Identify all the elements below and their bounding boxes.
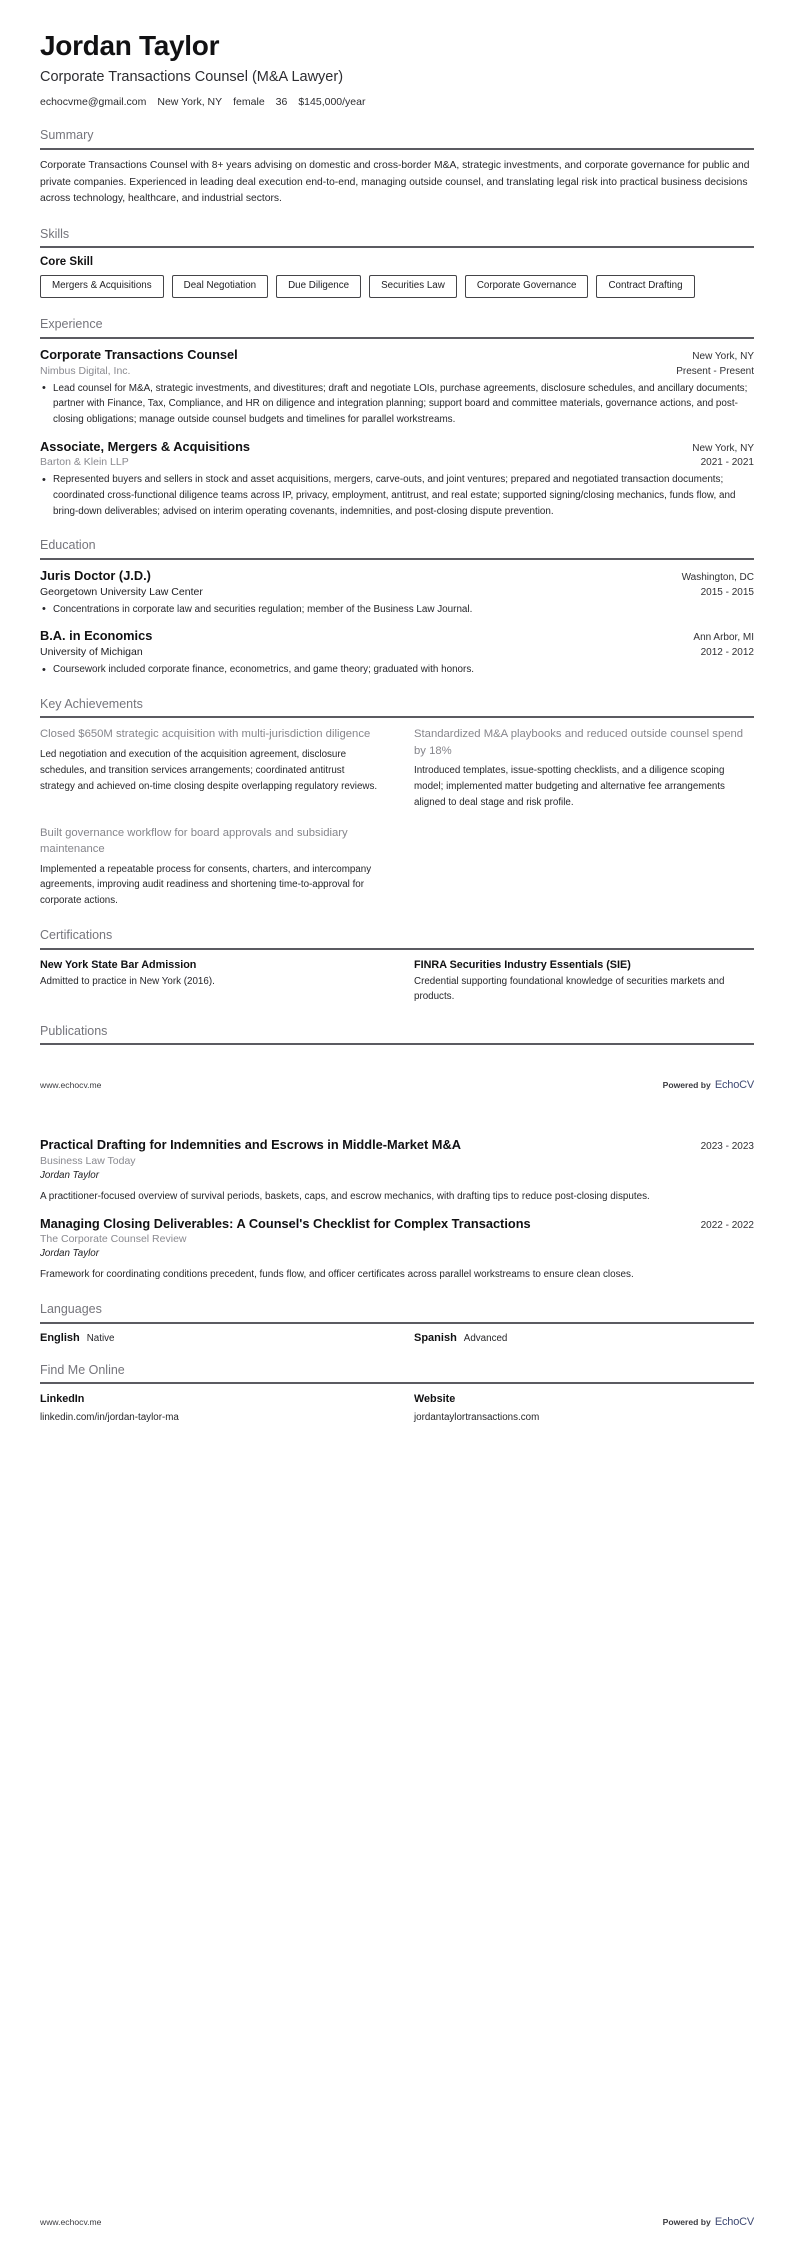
section-languages: [40, 1302, 754, 1344]
section-skills: [40, 227, 754, 298]
certification-grid: [40, 958, 754, 1005]
page-footer: [0, 1079, 794, 1091]
page-break-gap: [0, 1101, 794, 1137]
certification-description: Credential supporting foundational knowledge of securities markets and products.: [414, 976, 725, 1003]
section-heading-languages: Languages: [40, 1301, 102, 1316]
language-item: [414, 1332, 754, 1344]
experience-entry: [40, 439, 754, 520]
section-heading-education: Education: [40, 538, 96, 553]
achievement-description: Implemented a repeatable process for consents, charters, and intercompany agreements, improving audit readiness and shortening time-to-approval for corporate actions.: [40, 863, 372, 907]
contact-salary: $145,000/year: [298, 95, 366, 108]
section-heading-certifications: Certifications: [40, 928, 113, 943]
page-title: Jordan Taylor: [40, 30, 220, 61]
footer-powered-by-label: Powered by: [662, 1080, 711, 1091]
skill-group-label: Core Skill: [40, 256, 94, 269]
contact-email: echocvme@gmail.com: [40, 95, 147, 108]
achievement-item: [40, 726, 380, 810]
page-footer-bottom: [0, 2216, 794, 2228]
publication-author: Jordan Taylor: [40, 1248, 99, 1260]
achievement-title: Closed $650M strategic acquisition with multi-jurisdiction diligence: [40, 728, 371, 741]
achievement-title: Standardized M&A playbooks and reduced outside counsel spend by 18%: [414, 728, 744, 757]
section-certifications: [40, 928, 754, 1005]
experience-location: New York, NY: [692, 350, 754, 362]
education-school: University of Michigan: [40, 646, 143, 659]
contact-row: [40, 96, 754, 110]
education-degree-row: [40, 628, 754, 645]
publication-entry: [40, 1216, 754, 1283]
education-degree: Juris Doctor (J.D.): [40, 567, 151, 583]
online-link-item: [40, 1392, 380, 1424]
skill-chip[interactable]: Mergers & Acquisitions: [40, 275, 164, 298]
section-heading-key-achievements: Key Achievements: [40, 696, 143, 711]
headline: Corporate Transactions Counsel (M&A Lawyer): [40, 69, 344, 86]
achievement-item: [414, 726, 754, 810]
education-entry: [40, 568, 754, 617]
education-entry: [40, 628, 754, 677]
resume-sheet-continued: [0, 1137, 794, 1424]
achievement-title: Built governance workflow for board approvals and subsidiary maintenance: [40, 826, 348, 856]
footer-site-url[interactable]: www.echocv.me: [40, 1080, 102, 1091]
section-publications: [40, 1024, 754, 1046]
publication-list: [40, 1137, 754, 1283]
bullet-item: • Lead counsel for M&A, strategic investments, and divestitures; draft and negotiate LOIs, purchase agreements, disclosure schedules, and ancillary documents; partner with Finance, Tax, Compliance, and HR on diligence and integration planning; support board and committee materials, governance actions, and post-closing obligations; manage outside counsel budgets and timelines for parallel workstreams.: [40, 381, 754, 428]
section-heading-find-me-online: Find Me Online: [40, 1362, 125, 1377]
publication-entry: [40, 1137, 754, 1204]
skill-chip[interactable]: Due Diligence: [276, 275, 361, 298]
footer-brand-name[interactable]: EchoCV: [714, 2216, 754, 2228]
footer-brand: [663, 2216, 754, 2228]
language-item: [40, 1332, 380, 1344]
online-link-value[interactable]: jordantaylortransactions.com: [414, 1411, 540, 1423]
experience-company: Barton & Klein LLP: [40, 456, 129, 469]
section-education: [40, 538, 754, 678]
footer-powered-by-label: Powered by: [662, 2217, 711, 2227]
achievement-grid: [40, 726, 754, 909]
publication-dates: 2022 - 2022: [700, 1219, 754, 1231]
experience-company-row: [40, 364, 754, 378]
resume-sheet: [0, 0, 794, 1045]
bullet-item: • Represented buyers and sellers in stock and asset acquisitions, mergers, carve-outs, and joint ventures; prepared and negotiated transaction documents; coordinated cross-functional diligence teams across IP, privacy, employment, antitrust, and real estate; supported signing/closing mechanics, funds flow, and bring-down deliverables; advised on interim operating covenants, indemnities, and post-closing dispute prevention.: [40, 472, 754, 519]
section-divider: [40, 558, 754, 560]
section-divider: [40, 1043, 754, 1045]
certification-item: [414, 958, 754, 1005]
publication-description: Framework for coordinating conditions precedent, funds flow, and officer certificates across parallel workstreams to ensure clean closes.: [40, 1269, 634, 1281]
section-find-me-online: [40, 1363, 754, 1425]
skill-chip[interactable]: Deal Negotiation: [172, 275, 268, 298]
certification-item: [40, 958, 380, 1005]
experience-title-row: [40, 347, 754, 364]
section-heading-publications: Publications: [40, 1023, 108, 1038]
summary-text: Corporate Transactions Counsel with 8+ years advising on domestic and cross-border M&A, strategic investments, and corporate governance for public and private companies. Experienced in leading deal execution end-to-end, managing outside counsel, and translating legal risk into practical business decisions across technology, healthcare, and industrial sectors.: [40, 159, 750, 205]
experience-title-row: [40, 439, 754, 456]
bullet-item: • Coursework included corporate finance, econometrics, and game theory; graduated with honors.: [40, 662, 754, 678]
footer-site-url[interactable]: www.echocv.me: [40, 2217, 102, 2227]
education-school-row: [40, 645, 754, 659]
online-link-label: Website: [414, 1393, 456, 1406]
contact-location: New York, NY: [157, 95, 223, 108]
section-divider: [40, 1322, 754, 1324]
publication-author: Jordan Taylor: [40, 1170, 99, 1182]
certification-description: Admitted to practice in New York (2016).: [40, 976, 215, 988]
section-divider: [40, 246, 754, 248]
publication-journal: Business Law Today: [40, 1154, 136, 1167]
publication-title: Practical Drafting for Indemnities and Escrows in Middle-Market M&A: [40, 1137, 461, 1153]
publication-dates: 2023 - 2023: [700, 1141, 754, 1153]
online-link-value[interactable]: linkedin.com/in/jordan-taylor-ma: [40, 1411, 179, 1423]
achievement-description: Led negotiation and execution of the acquisition agreement, disclosure schedules, and transition services arrangements; coordinated antitrust strategy and achieved on-time closing despite overlapping regulatory reviews.: [40, 748, 378, 792]
education-location: Washington, DC: [681, 571, 754, 583]
experience-bullets: [40, 381, 754, 428]
section-divider: [40, 148, 754, 150]
publication-description: A practitioner-focused overview of survival periods, baskets, caps, and escrow mechanics, with drafting tips to reduce post-closing disputes.: [40, 1190, 650, 1202]
experience-dates: 2021 - 2021: [700, 457, 754, 469]
section-divider: [40, 716, 754, 718]
experience-title: Associate, Mergers & Acquisitions: [40, 438, 251, 454]
section-experience: [40, 317, 754, 519]
section-heading-experience: Experience: [40, 317, 103, 332]
education-bullets: [40, 662, 754, 678]
education-location: Ann Arbor, MI: [693, 632, 754, 644]
publication-journal: The Corporate Counsel Review: [40, 1233, 187, 1246]
skill-chip[interactable]: Corporate Governance: [465, 275, 589, 298]
footer-brand: [663, 1079, 754, 1091]
language-name: Spanish: [414, 1331, 457, 1344]
language-grid: [40, 1332, 754, 1344]
publication-title-row: [40, 1216, 754, 1233]
online-link-label: LinkedIn: [40, 1393, 85, 1406]
language-name: English: [40, 1331, 80, 1344]
experience-location: New York, NY: [692, 442, 754, 454]
skill-chip[interactable]: Contract Drafting: [596, 275, 694, 298]
bullet-item: • Concentrations in corporate law and securities regulation; member of the Business Law Journal.: [40, 602, 754, 618]
section-heading-skills: Skills: [40, 226, 70, 241]
experience-company: Nimbus Digital, Inc.: [40, 364, 131, 377]
section-divider: [40, 948, 754, 950]
education-school: Georgetown University Law Center: [40, 585, 203, 598]
education-school-row: [40, 585, 754, 599]
section-divider: [40, 1382, 754, 1384]
experience-entry: [40, 347, 754, 428]
experience-title: Corporate Transactions Counsel: [40, 346, 238, 362]
certification-title: New York State Bar Admission: [40, 958, 197, 971]
education-bullets: [40, 602, 754, 618]
section-key-achievements: [40, 697, 754, 909]
contact-gender: female: [233, 95, 265, 108]
online-link-item: [414, 1392, 754, 1424]
contact-age: 36: [275, 95, 288, 108]
online-links-grid: [40, 1392, 754, 1424]
section-summary: [40, 128, 754, 208]
skill-chip[interactable]: Securities Law: [369, 275, 457, 298]
publication-title-row: [40, 1137, 754, 1154]
section-heading-summary: Summary: [40, 128, 94, 143]
achievement-description: Introduced templates, issue-spotting checklists, and a diligence scoping model; implemented matter budgeting and alternative fee arrangements aligned to deal stage and risk profile.: [414, 765, 725, 808]
language-level: Advanced: [463, 1332, 508, 1344]
experience-dates: Present - Present: [676, 365, 754, 377]
publication-title: Managing Closing Deliverables: A Counsel's Checklist for Complex Transactions: [40, 1215, 531, 1231]
experience-company-row: [40, 455, 754, 469]
experience-bullets: [40, 472, 754, 519]
education-dates: 2015 - 2015: [700, 586, 754, 598]
skill-chip-list: [40, 275, 754, 298]
certification-title: FINRA Securities Industry Essentials (SIE): [414, 958, 631, 971]
education-dates: 2012 - 2012: [700, 647, 754, 659]
language-level: Native: [86, 1332, 115, 1344]
footer-brand-name[interactable]: EchoCV: [714, 1079, 754, 1092]
section-divider: [40, 337, 754, 339]
education-degree: B.A. in Economics: [40, 628, 153, 644]
education-degree-row: [40, 568, 754, 585]
resume-header: [40, 30, 754, 109]
achievement-item: [40, 825, 380, 909]
